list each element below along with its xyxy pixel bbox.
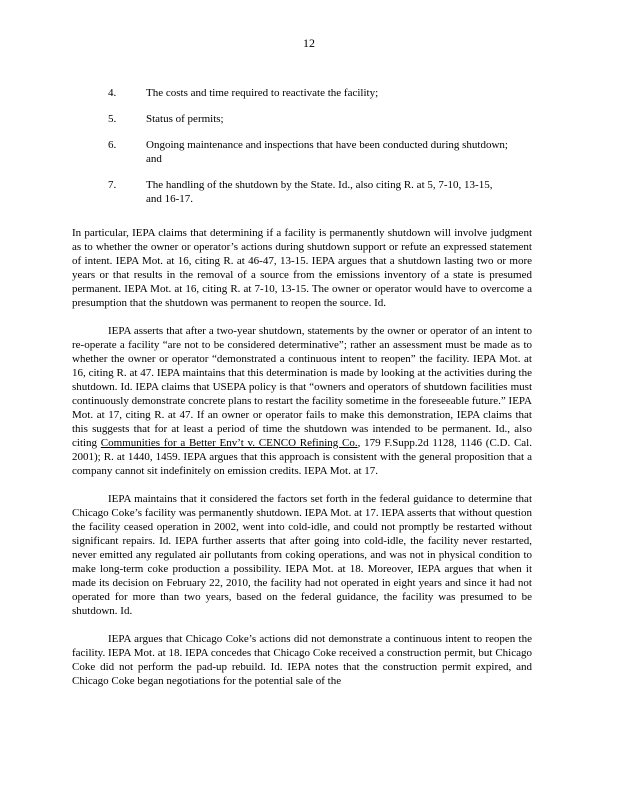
list-item bbox=[108, 178, 508, 206]
list-item-number: 6. bbox=[108, 139, 117, 151]
paragraph: IEPA argues that Chicago Coke’s actions did not demonstrate a continuous intent to reopen the facility. IEPA Mot. at 18. IEPA concedes that Chicago Coke received a construction permit, but Chicago Coke did not perform the pad-up rebuild. Id. IEPA notes that the construction permit expired, and Chicago Coke began negotiations for the potential sale of the bbox=[72, 633, 532, 687]
case-citation: Communities for a Better Env’t v. CENCO Refining Co. bbox=[100, 437, 358, 449]
list-item-text: The costs and time required to reactivate the facility; bbox=[146, 87, 379, 99]
list-item-number: 4. bbox=[108, 87, 117, 99]
paragraph: IEPA maintains that it considered the factors set forth in the federal guidance to determine that Chicago Coke’s facility was permanently shutdown. IEPA Mot. at 17. IEPA asserts that without question the facility ceased operation in 2002, went into cold-idle, and could not promptly be restarted without significant repairs. Id. IEPA further asserts that after going into cold-idle, the facility never restarted, never emitted any regulated air pollutants from coking operations, and was not in physical condition to make long-term coke production a possibility. IEPA Mot. at 18. Moreover, IEPA argues that when it made its decision on February 22, 2010, the facility had not operated in eight years and since it had not operated for more than two years, based on the federal guidance, the facility was presumed to be shutdown. Id. bbox=[72, 493, 532, 617]
list-item-number: 7. bbox=[108, 179, 117, 191]
list-item bbox=[108, 86, 508, 100]
paragraph: In particular, IEPA claims that determining if a facility is permanently shutdown will involve judgment as to whether the owner or operator’s actions during shutdown support or refute an expressed statement of intent. IEPA Mot. at 16, citing R. at 46-47, 13-15. IEPA argues that a shutdown lasting two or more years or that results in the removal of a source from the emissions inventory of a state is presumed permanent. IEPA Mot. at 16, citing R. at 7-10, 13-15. The owner or operator would have to overcome a presumption that the shutdown was permanent to reopen the source. Id. bbox=[72, 227, 532, 309]
list-item-text: Status of permits; bbox=[146, 113, 224, 125]
paragraph bbox=[72, 324, 532, 478]
list-item bbox=[108, 138, 508, 166]
page-number: 12 bbox=[303, 36, 315, 50]
paragraph-text: , 179 F.Supp.2d 1128, 1146 (C.D. Cal. 2001); R. at 1440, 1459. IEPA argues that this approach is consistent with the general proposition that a company cannot sit indefinitely on emission credits. IEPA Mot. at 17. bbox=[72, 437, 532, 477]
list-item-text: The handling of the shutdown by the State. Id., also citing R. at 5, 7-10, 13-15, and 16-17. bbox=[146, 179, 493, 205]
paragraph-text: IEPA asserts that after a two-year shutdown, statements by the owner or operator of an intent to re-operate a facility “are not to be considered determinative”; rather an assessment must be made as to whether the owner or operator “demonstrated a continuous intent to reopen” the facility. IEPA Mot. at 16, citing R. at 47. IEPA maintains that this determination is made by looking at the activities during the shutdown. Id. IEPA claims that USEPA policy is that “owners and operators of shutdown facilities must continuously demonstrate concrete plans to restart the facility sometime in the foreseeable future.” IEPA Mot. at 17, citing R. at 47. If an owner or operator fails to make this demonstration, IEPA claims that this suggests that for at least a period of time the shutdown was intended to be permanent. Id., also citing bbox=[72, 325, 532, 449]
list-item-text: Ongoing maintenance and inspections that have been conducted during shutdown; and bbox=[146, 139, 508, 165]
list-item bbox=[108, 112, 508, 126]
list-item-number: 5. bbox=[108, 113, 117, 125]
body-text bbox=[72, 226, 532, 702]
factor-list bbox=[108, 86, 508, 218]
